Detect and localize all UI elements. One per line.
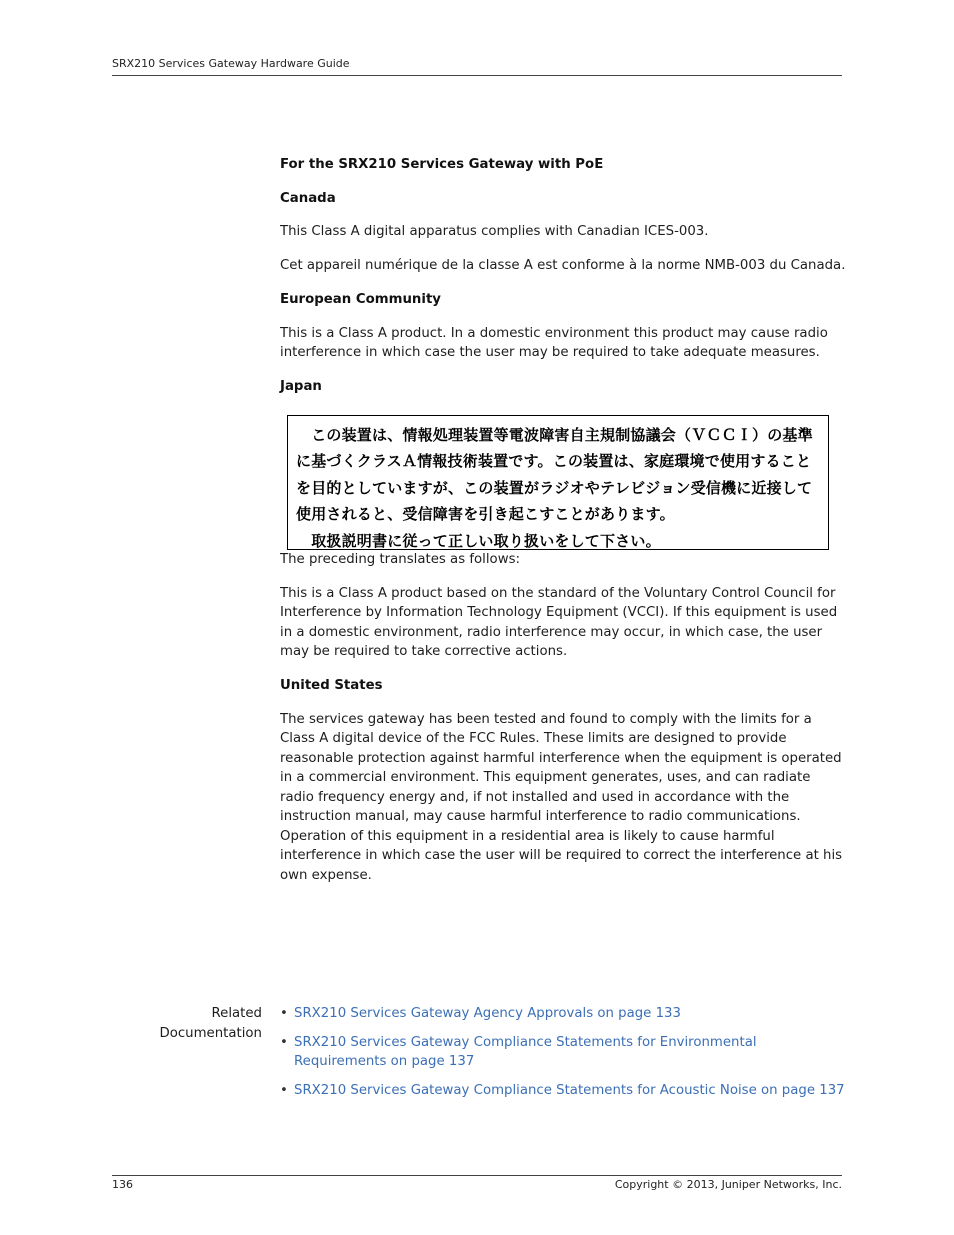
bullet-icon: • <box>280 1034 288 1050</box>
canada-text-en: This Class A digital apparatus complies with Canadian ICES-003. <box>280 224 709 239</box>
link-environmental-requirements[interactable]: SRX210 Services Gateway Compliance Statements for Environmental Requirements on page 137 <box>294 1034 757 1069</box>
vcci-notice-line: この装置は、情報処理装置等電波障害自主規制協議会（ＶＣＣＩ）の基準 <box>296 425 813 444</box>
list-item <box>280 1004 846 1024</box>
bullet-icon: • <box>280 1082 288 1098</box>
copyright-notice: Copyright © 2013, Juniper Networks, Inc. <box>614 1178 842 1191</box>
vcci-notice-line: を目的としていますが、この装置がラジオやテレビジョン受信機に近接して <box>296 478 813 497</box>
eu-text: This is a Class A product. In a domestic environment this product may cause radio interference in which case the user may be required to take adequate measures. <box>280 325 828 360</box>
list-item <box>280 1033 846 1072</box>
page-number: 136 <box>112 1178 133 1191</box>
canada-text-fr: Cet appareil numérique de la classe A est conforme à la norme NMB-003 du Canada. <box>280 258 846 273</box>
related-documentation-label <box>112 1004 262 1043</box>
canada-heading: Canada <box>280 190 336 206</box>
vcci-notice-line: に基づくクラスＡ情報技術装置です。この装置は、家庭環境で使用すること <box>296 452 812 470</box>
translation-intro: The preceding translates as follows: <box>280 551 520 567</box>
us-text: The services gateway has been tested and found to comply with the limits for a Class A digital device of the FCC Rules. These limits are designed to provide reasonable protection against harmful interference when the equipment is operated in a commercial environment. This equipment generates, uses, and can radiate radio frequency energy and, if not installed and used in accordance with the instruction manual, may cause harmful interference to radio communications. Operation of this equipment in a residential area is likely to cause harmful interference in which case the user will be required to correct the interference at his own expense. <box>280 711 843 883</box>
main-content <box>280 155 846 900</box>
footer-rule <box>112 1175 842 1176</box>
vcci-notice-line: 取扱説明書に従って正しい取り扱いをして下さい。 <box>296 531 661 550</box>
us-heading: United States <box>280 678 383 693</box>
list-item <box>280 1081 846 1101</box>
running-header: SRX210 Services Gateway Hardware Guide <box>112 57 350 70</box>
link-acoustic-noise[interactable]: SRX210 Services Gateway Compliance Statements for Acoustic Noise on page 137 <box>294 1082 845 1098</box>
related-label-line: Documentation <box>159 1025 262 1041</box>
header-rule <box>112 75 842 76</box>
eu-heading: European Community <box>280 292 441 307</box>
related-links-list <box>280 1004 846 1109</box>
vcci-notice-image <box>287 415 829 550</box>
translation-text: This is a Class A product based on the standard of the Voluntary Control Council for Interference by Information Technology Equipment (VCCI). If this equipment is used in a domestic environment, radio interference may occur, in which case, the user may be required to take corrective actions. <box>280 585 838 659</box>
japan-heading: Japan <box>280 379 322 394</box>
vcci-notice-line: 使用されると、受信障害を引き起こすことがあります。 <box>296 505 675 523</box>
link-agency-approvals[interactable]: SRX210 Services Gateway Agency Approvals on page 133 <box>294 1006 681 1021</box>
section-heading: For the SRX210 Services Gateway with PoE <box>280 157 604 172</box>
related-label-line: Related <box>211 1006 262 1021</box>
bullet-icon: • <box>280 1006 288 1021</box>
